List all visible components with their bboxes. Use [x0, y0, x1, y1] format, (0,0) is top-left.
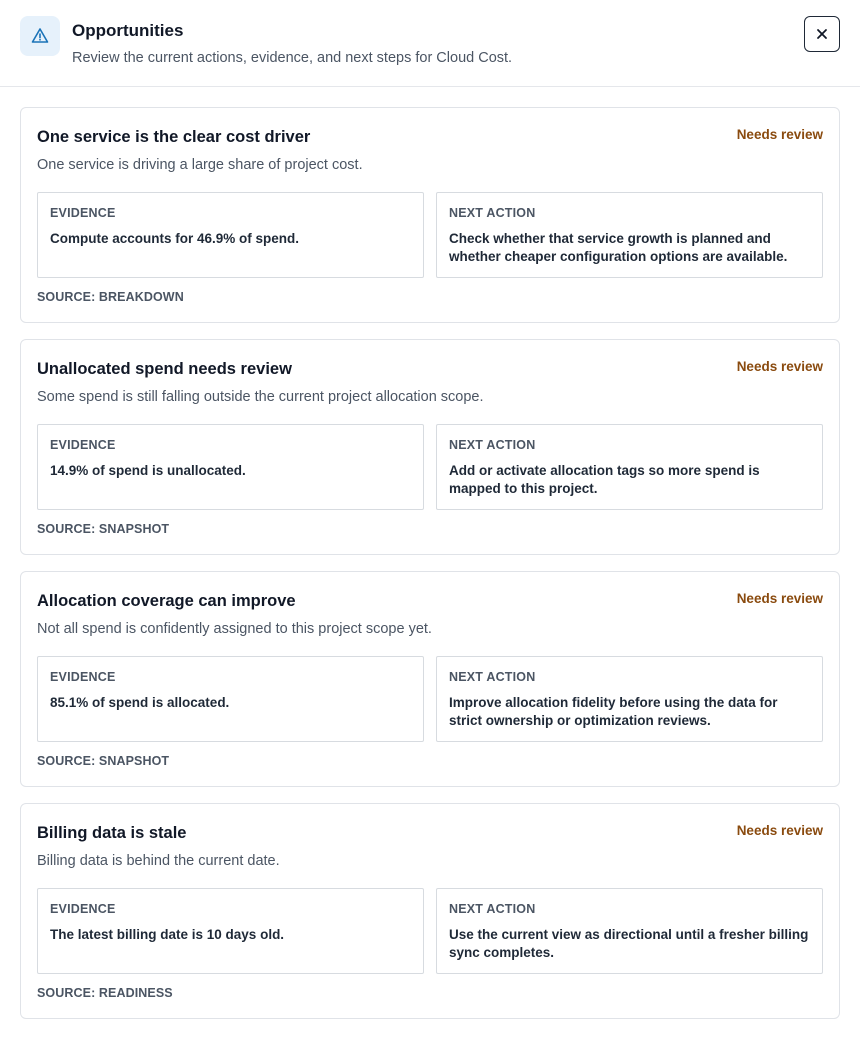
close-icon — [816, 28, 828, 40]
dialog-header — [0, 0, 860, 87]
opportunity-card — [20, 571, 840, 787]
next-action-text: Add or activate allocation tags so more spend is mapped to this project. — [449, 463, 760, 496]
evidence-box — [37, 192, 424, 278]
next-action-box — [436, 424, 823, 510]
card-source: SOURCE: READINESS — [37, 986, 173, 1000]
next-action-box — [436, 656, 823, 742]
evidence-label: EVIDENCE — [50, 670, 116, 684]
card-description: Some spend is still falling outside the current project allocation scope. — [37, 389, 484, 405]
evidence-text: The latest billing date is 10 days old. — [50, 927, 285, 942]
status-badge: Needs review — [736, 591, 823, 606]
card-source: SOURCE: BREAKDOWN — [37, 290, 184, 304]
next-action-box — [436, 888, 823, 974]
status-badge: Needs review — [736, 127, 823, 142]
card-description: One service is driving a large share of project cost. — [37, 157, 363, 173]
opportunity-card — [20, 803, 840, 1019]
next-action-label: NEXT ACTION — [449, 438, 536, 452]
evidence-box — [37, 656, 424, 742]
evidence-text: 14.9% of spend is unallocated. — [50, 463, 246, 478]
card-title: Unallocated spend needs review — [37, 360, 292, 378]
card-description: Not all spend is confidently assigned to this project scope yet. — [37, 621, 432, 637]
page-title: Opportunities — [72, 21, 184, 40]
evidence-label: EVIDENCE — [50, 206, 116, 220]
next-action-text: Check whether that service growth is planned and whether cheaper configuration options are available. — [449, 231, 788, 264]
evidence-box — [37, 424, 424, 510]
card-title: Allocation coverage can improve — [37, 592, 296, 610]
evidence-box — [37, 888, 424, 974]
card-title: Billing data is stale — [37, 824, 187, 842]
next-action-label: NEXT ACTION — [449, 206, 536, 220]
evidence-text: 85.1% of spend is allocated. — [50, 695, 230, 710]
card-source: SOURCE: SNAPSHOT — [37, 522, 170, 536]
next-action-label: NEXT ACTION — [449, 670, 536, 684]
status-badge: Needs review — [736, 823, 823, 838]
evidence-label: EVIDENCE — [50, 438, 116, 452]
evidence-text: Compute accounts for 46.9% of spend. — [50, 231, 300, 246]
warning-triangle-icon — [20, 16, 60, 56]
opportunity-card — [20, 339, 840, 555]
card-title: One service is the clear cost driver — [37, 128, 311, 146]
card-description: Billing data is behind the current date. — [37, 853, 280, 869]
next-action-label: NEXT ACTION — [449, 902, 536, 916]
card-source: SOURCE: SNAPSHOT — [37, 754, 170, 768]
opportunity-card — [20, 107, 840, 323]
status-badge: Needs review — [736, 359, 823, 374]
opportunity-list — [20, 107, 840, 1035]
next-action-text: Improve allocation fidelity before using the data for strict ownership or optimization reviews. — [449, 695, 778, 728]
next-action-text: Use the current view as directional until a fresher billing sync completes. — [449, 927, 809, 960]
next-action-box — [436, 192, 823, 278]
evidence-label: EVIDENCE — [50, 902, 116, 916]
close-button[interactable] — [804, 16, 840, 52]
page-subtitle: Review the current actions, evidence, and next steps for Cloud Cost. — [72, 50, 513, 66]
